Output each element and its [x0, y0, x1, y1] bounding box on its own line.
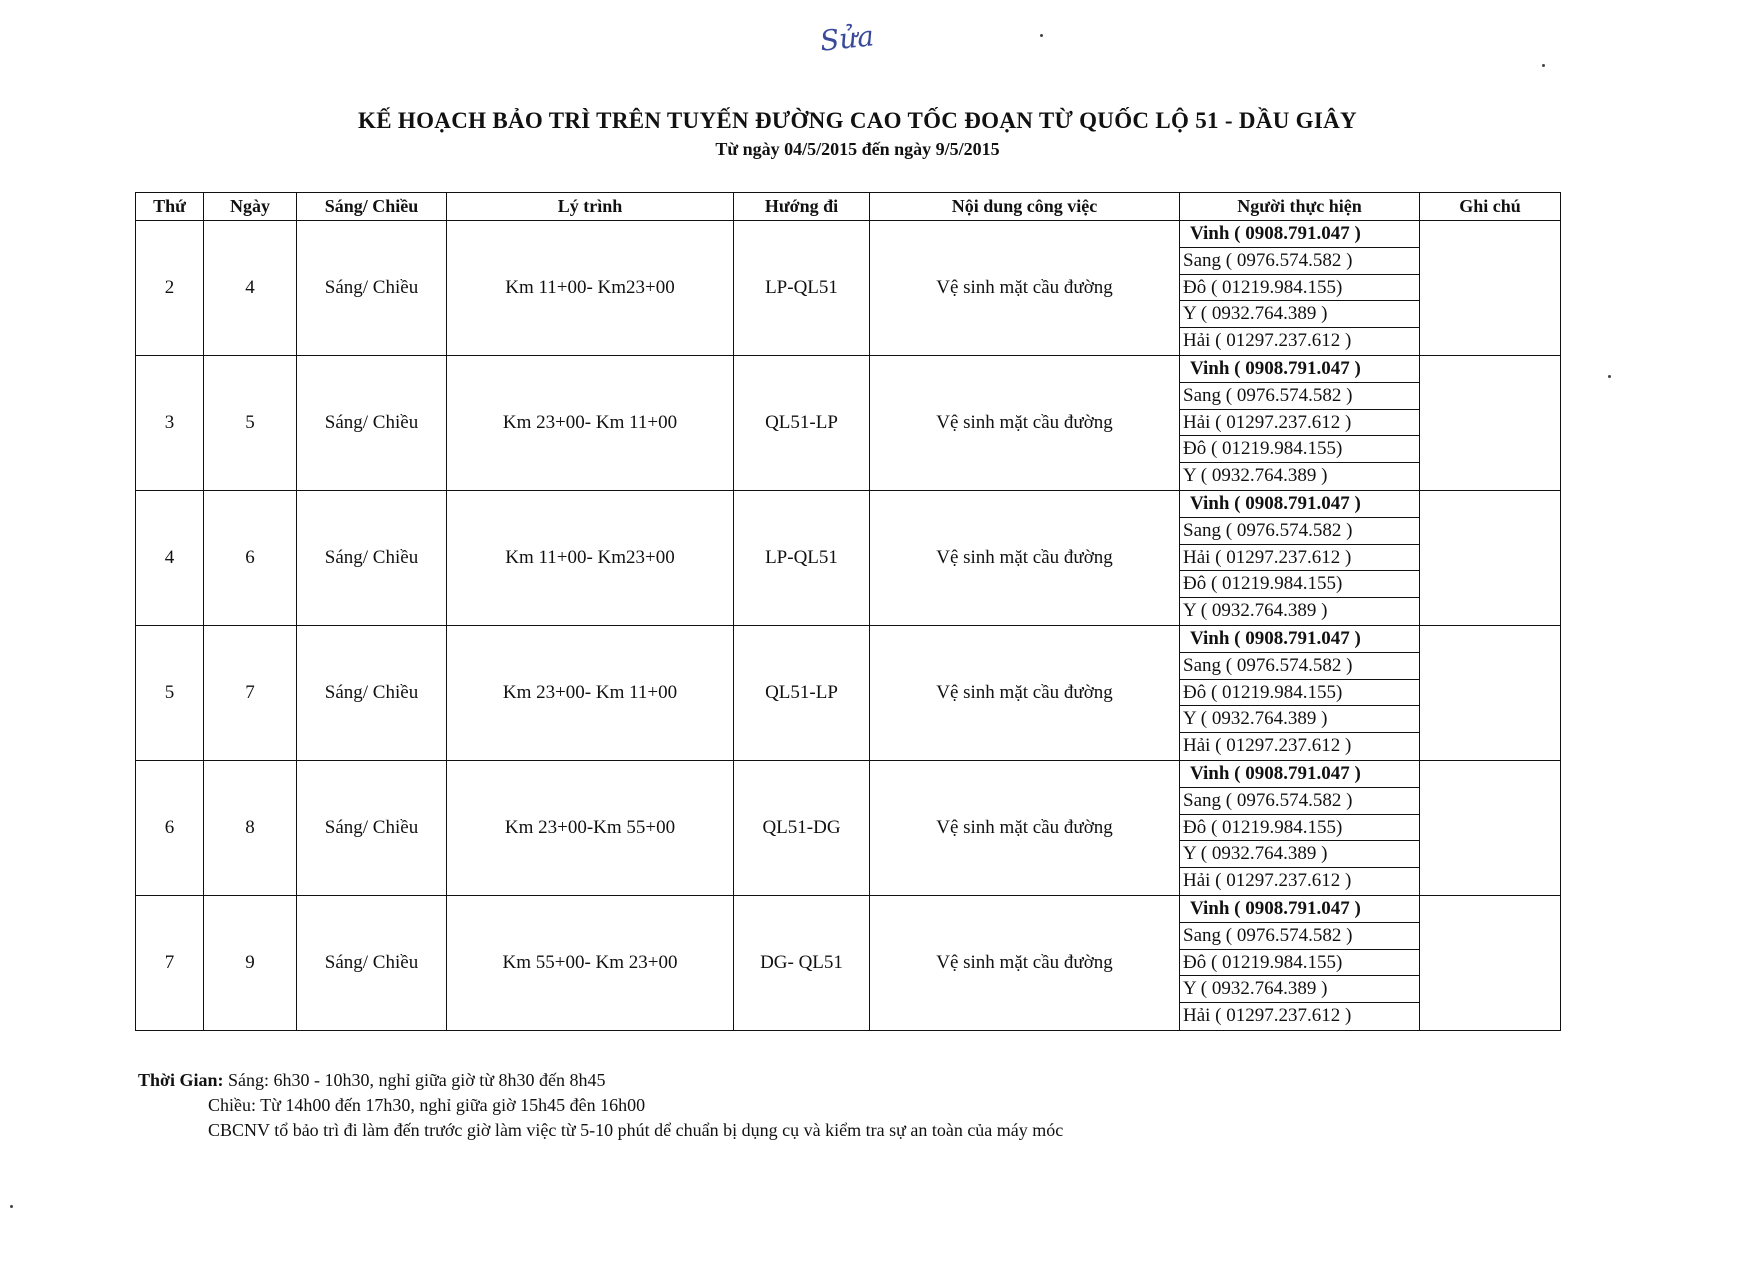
- cell-ghi-chu: [1420, 491, 1561, 626]
- worker-item: Sang ( 0976.574.582 ): [1180, 383, 1419, 410]
- cell-thu: 4: [136, 491, 204, 626]
- table-row: [136, 221, 1561, 356]
- document-subtitle: Từ ngày 04/5/2015 đến ngày 9/5/2015: [715, 139, 1000, 159]
- cell-huong-di: LP-QL51: [734, 221, 870, 356]
- cell-nguoi-thuc-hien: [1180, 761, 1420, 896]
- header-ghi-chu: Ghi chú: [1420, 193, 1561, 221]
- cell-nguoi-thuc-hien: [1180, 491, 1420, 626]
- notes-line-1: [138, 1068, 1063, 1093]
- worker-item: Đô ( 01219.984.155): [1180, 571, 1419, 598]
- worker-item: Y ( 0932.764.389 ): [1180, 301, 1419, 328]
- header-noi-dung: Nội dung công việc: [870, 193, 1180, 221]
- cell-noi-dung: Vệ sinh mặt cầu đường: [870, 356, 1180, 491]
- cell-nguoi-thuc-hien: [1180, 221, 1420, 356]
- worker-item: Y ( 0932.764.389 ): [1180, 976, 1419, 1003]
- worker-item: Sang ( 0976.574.582 ): [1180, 653, 1419, 680]
- worker-lead: Vinh ( 0908.791.047 ): [1180, 356, 1419, 383]
- table-row: [136, 761, 1561, 896]
- cell-ghi-chu: [1420, 221, 1561, 356]
- cell-noi-dung: Vệ sinh mặt cầu đường: [870, 761, 1180, 896]
- table-row: [136, 896, 1561, 1031]
- cell-ngay: 8: [204, 761, 297, 896]
- worker-item: Sang ( 0976.574.582 ): [1180, 518, 1419, 545]
- header-thu: Thứ: [136, 193, 204, 221]
- document-title: KẾ HOẠCH BẢO TRÌ TRÊN TUYẾN ĐƯỜNG CAO TỐC ĐOẠN TỪ QUỐC LỘ 51 - DẦU GIÂY: [358, 108, 1357, 133]
- scan-speck: [1608, 375, 1611, 378]
- cell-huong-di: LP-QL51: [734, 491, 870, 626]
- cell-huong-di: QL51-LP: [734, 626, 870, 761]
- cell-ghi-chu: [1420, 626, 1561, 761]
- worker-item: Hải ( 01297.237.612 ): [1180, 545, 1419, 572]
- worker-lead: Vinh ( 0908.791.047 ): [1180, 896, 1419, 923]
- cell-noi-dung: Vệ sinh mặt cầu đường: [870, 626, 1180, 761]
- cell-ghi-chu: [1420, 896, 1561, 1031]
- cell-thu: 3: [136, 356, 204, 491]
- worker-item: Hải ( 01297.237.612 ): [1183, 735, 1352, 757]
- table-row: [136, 626, 1561, 761]
- cell-ly-trinh: Km 55+00- Km 23+00: [447, 896, 734, 1031]
- cell-thu: 5: [136, 626, 204, 761]
- cell-sang-chieu: Sáng/ Chiều: [297, 761, 447, 896]
- cell-ghi-chu: [1420, 356, 1561, 491]
- worker-item: Y ( 0932.764.389 ): [1180, 706, 1419, 733]
- worker-item: Hải ( 01297.237.612 ): [1183, 870, 1352, 892]
- worker-item: Sang ( 0976.574.582 ): [1180, 788, 1419, 815]
- cell-sang-chieu: Sáng/ Chiều: [297, 626, 447, 761]
- header-sang-chieu: Sáng/ Chiều: [297, 193, 447, 221]
- cell-ly-trinh: Km 23+00- Km 11+00: [447, 626, 734, 761]
- scan-speck: [10, 1205, 13, 1208]
- handwritten-note: Sửa: [818, 19, 876, 58]
- worker-lead: Vinh ( 0908.791.047 ): [1180, 221, 1419, 248]
- worker-item: Y ( 0932.764.389 ): [1180, 841, 1419, 868]
- worker-item: Sang ( 0976.574.582 ): [1180, 248, 1419, 275]
- notes-section: [138, 1068, 1063, 1143]
- cell-sang-chieu: Sáng/ Chiều: [297, 491, 447, 626]
- notes-reminder: CBCNV tổ bảo trì đi làm đến trước giờ làm việc từ 5-10 phút dể chuẩn bị dụng cụ và kiểm tra sự an toàn của máy móc: [208, 1120, 1064, 1140]
- worker-item: Hải ( 01297.237.612 ): [1183, 1005, 1352, 1027]
- cell-ngay: 6: [204, 491, 297, 626]
- cell-ngay: 9: [204, 896, 297, 1031]
- worker-lead: Vinh ( 0908.791.047 ): [1180, 761, 1419, 788]
- cell-noi-dung: Vệ sinh mặt cầu đường: [870, 491, 1180, 626]
- worker-item: Đô ( 01219.984.155): [1180, 436, 1419, 463]
- cell-thu: 2: [136, 221, 204, 356]
- worker-item: Y ( 0932.764.389 ): [1183, 465, 1328, 487]
- worker-lead: Vinh ( 0908.791.047 ): [1180, 626, 1419, 653]
- cell-noi-dung: Vệ sinh mặt cầu đường: [870, 221, 1180, 356]
- cell-ngay: 7: [204, 626, 297, 761]
- header-huong-di: Hướng đi: [734, 193, 870, 221]
- scan-speck: [1040, 34, 1043, 37]
- worker-item: Hải ( 01297.237.612 ): [1180, 410, 1419, 437]
- cell-nguoi-thuc-hien: [1180, 356, 1420, 491]
- cell-ly-trinh: Km 11+00- Km23+00: [447, 221, 734, 356]
- cell-nguoi-thuc-hien: [1180, 626, 1420, 761]
- cell-ngay: 4: [204, 221, 297, 356]
- scan-speck: [1542, 64, 1545, 67]
- cell-huong-di: QL51-LP: [734, 356, 870, 491]
- cell-noi-dung: Vệ sinh mặt cầu đường: [870, 896, 1180, 1031]
- table-row: [136, 491, 1561, 626]
- cell-sang-chieu: Sáng/ Chiều: [297, 221, 447, 356]
- worker-item: Y ( 0932.764.389 ): [1183, 600, 1328, 622]
- table-row: [136, 356, 1561, 491]
- header-nguoi-thuc-hien: Người thực hiện: [1180, 193, 1420, 221]
- cell-ly-trinh: Km 23+00-Km 55+00: [447, 761, 734, 896]
- cell-thu: 6: [136, 761, 204, 896]
- worker-item: Đô ( 01219.984.155): [1180, 275, 1419, 302]
- notes-afternoon: Chiều: Từ 14h00 đến 17h30, nghỉ giữa giờ 15h45 đên 16h00: [208, 1095, 646, 1115]
- table-header-row: [136, 193, 1561, 221]
- header-ngay: Ngày: [204, 193, 297, 221]
- header-ly-trinh: Lý trình: [447, 193, 734, 221]
- worker-item: Đô ( 01219.984.155): [1180, 680, 1419, 707]
- worker-item: Sang ( 0976.574.582 ): [1180, 923, 1419, 950]
- cell-nguoi-thuc-hien: [1180, 896, 1420, 1031]
- worker-lead: Vinh ( 0908.791.047 ): [1180, 491, 1419, 518]
- maintenance-schedule-table: [135, 192, 1561, 1031]
- cell-ngay: 5: [204, 356, 297, 491]
- notes-label: Thời Gian:: [138, 1070, 224, 1090]
- worker-item: Đô ( 01219.984.155): [1180, 950, 1419, 977]
- worker-item: Hải ( 01297.237.612 ): [1183, 330, 1352, 352]
- cell-ly-trinh: Km 11+00- Km23+00: [447, 491, 734, 626]
- cell-huong-di: QL51-DG: [734, 761, 870, 896]
- cell-ghi-chu: [1420, 761, 1561, 896]
- cell-thu: 7: [136, 896, 204, 1031]
- cell-sang-chieu: Sáng/ Chiều: [297, 896, 447, 1031]
- notes-morning: Sáng: 6h30 - 10h30, nghỉ giữa giờ từ 8h30 đến 8h45: [228, 1070, 606, 1090]
- cell-huong-di: DG- QL51: [734, 896, 870, 1031]
- worker-item: Đô ( 01219.984.155): [1180, 815, 1419, 842]
- table-body: [136, 221, 1561, 1031]
- cell-ly-trinh: Km 23+00- Km 11+00: [447, 356, 734, 491]
- cell-sang-chieu: Sáng/ Chiều: [297, 356, 447, 491]
